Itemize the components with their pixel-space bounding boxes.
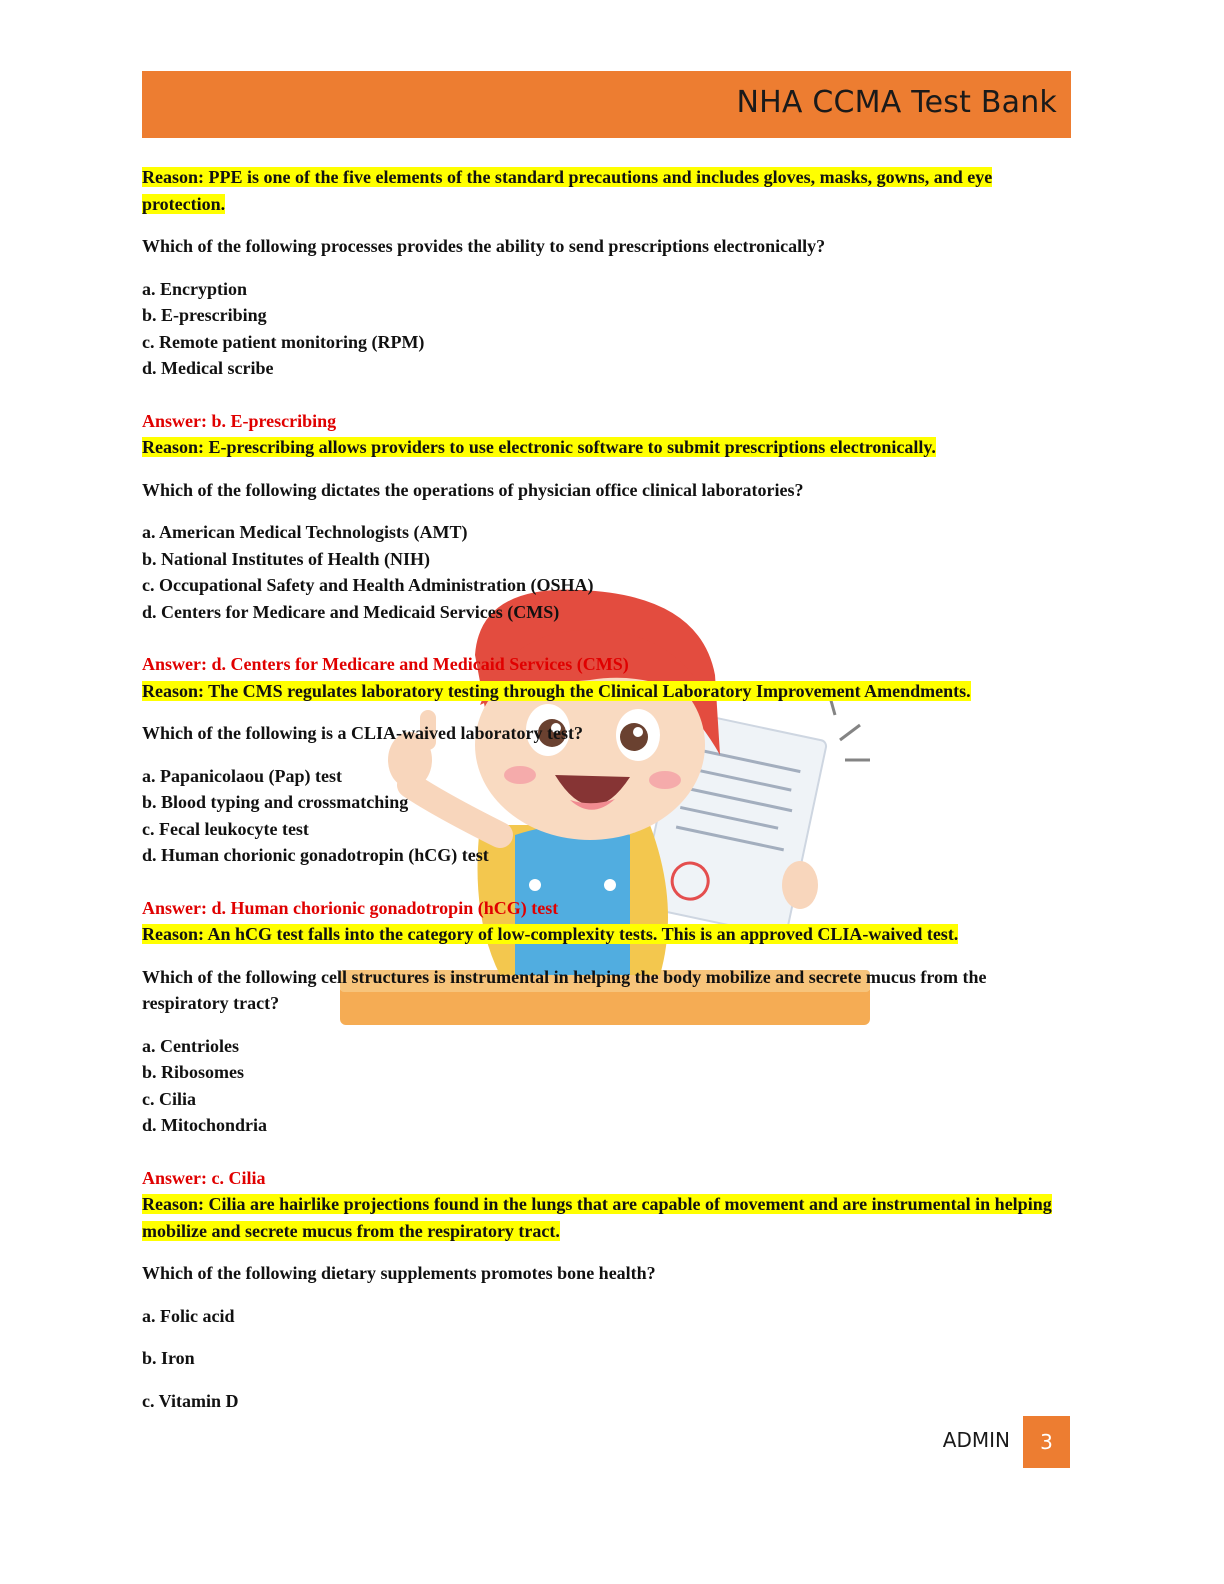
- option-item: a. Encryption: [142, 278, 248, 299]
- option-item: c. Fecal leukocyte test: [142, 818, 309, 839]
- intro-reason: Reason: PPE is one of the five elements of the standard precautions and includes gloves, masks, gowns, and eye protection.: [142, 167, 993, 214]
- page-number: 3: [1023, 1416, 1070, 1468]
- answer-line: Answer: d. Centers for Medicare and Medicaid Services (CMS): [142, 654, 629, 674]
- option-item: c. Remote patient monitoring (RPM): [142, 331, 425, 352]
- option-item: c. Vitamin D: [142, 1390, 239, 1411]
- options-list: [142, 276, 1072, 382]
- reason-line: Reason: E-prescribing allows providers to use electronic software to submit prescriptions electronically.: [142, 437, 936, 457]
- option-item: b. National Institutes of Health (NIH): [142, 548, 431, 569]
- content-area: [142, 164, 1072, 1414]
- options-list: [142, 763, 1072, 869]
- question-text: Which of the following is a CLIA-waived laboratory test?: [142, 723, 583, 743]
- reason-line: Reason: Cilia are hairlike projections found in the lungs that are capable of movement and are instrumental in helping mobilize and secrete mucus from the respiratory tract.: [142, 1194, 1052, 1241]
- answer-line: Answer: d. Human chorionic gonadotropin (hCG) test: [142, 897, 559, 918]
- option-item: b. E-prescribing: [142, 305, 267, 325]
- option-item: a. American Medical Technologists (AMT): [142, 522, 468, 542]
- option-item: d. Human chorionic gonadotropin (hCG) test: [142, 845, 489, 865]
- option-item: b. Iron: [142, 1348, 195, 1368]
- options-list: [142, 1033, 1072, 1139]
- answer-line: Answer: b. E-prescribing: [142, 410, 337, 431]
- option-item: a. Folic acid: [142, 1305, 235, 1326]
- option-item: b. Blood typing and crossmatching: [142, 792, 409, 812]
- reason-line: Reason: An hCG test falls into the category of low-complexity tests. This is an approved CLIA-waived test.: [142, 924, 959, 944]
- answer-line: Answer: c. Cilia: [142, 1167, 266, 1188]
- option-item: d. Centers for Medicare and Medicaid Services (CMS): [142, 601, 560, 622]
- question-text: Which of the following dictates the operations of physician office clinical laboratories?: [142, 479, 804, 500]
- option-item: c. Cilia: [142, 1088, 196, 1109]
- page-title: NHA CCMA Test Bank: [736, 85, 1057, 120]
- option-item: a. Papanicolaou (Pap) test: [142, 765, 342, 786]
- option-item: b. Ribosomes: [142, 1062, 245, 1082]
- question-text: Which of the following cell structures is instrumental in helping the body mobilize and secrete mucus from the respiratory tract?: [142, 966, 987, 1013]
- option-item: d. Medical scribe: [142, 358, 274, 378]
- header-bar: [142, 71, 1071, 138]
- question-text: Which of the following processes provides the ability to send prescriptions electronically?: [142, 236, 826, 256]
- option-item: a. Centrioles: [142, 1035, 239, 1056]
- option-item: c. Occupational Safety and Health Administration (OSHA): [142, 575, 594, 595]
- question-text: Which of the following dietary supplements promotes bone health?: [142, 1263, 656, 1283]
- option-item: d. Mitochondria: [142, 1115, 268, 1135]
- footer-label: ADMIN: [942, 1428, 1010, 1452]
- reason-line: Reason: The CMS regulates laboratory testing through the Clinical Laboratory Improvement Amendments.: [142, 680, 971, 701]
- options-list: [142, 519, 1072, 625]
